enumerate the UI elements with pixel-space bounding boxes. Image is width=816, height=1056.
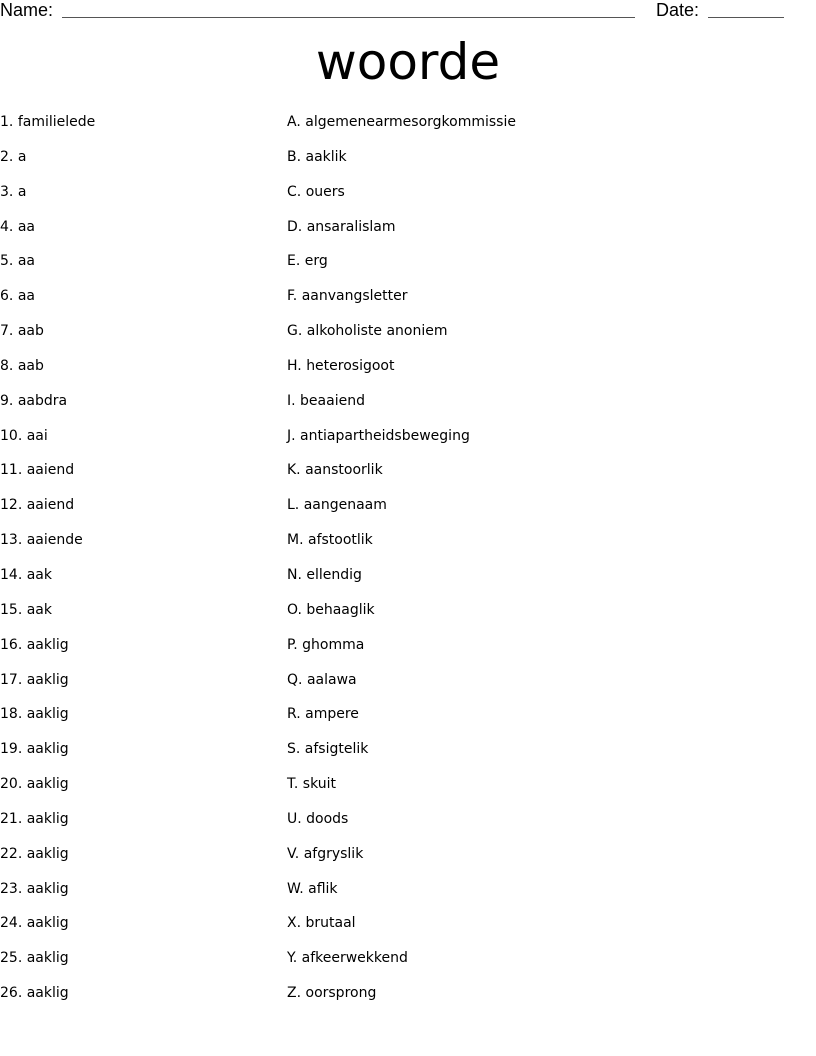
answer-item-word: afkeerwekkend: [301, 950, 408, 967]
answer-item-word: aalawa: [306, 671, 357, 688]
clue-item-word: aaiend: [26, 462, 75, 479]
clue-item-marker: 10.: [0, 427, 23, 444]
clue-item-marker: 22.: [0, 845, 23, 862]
answer-item: [287, 774, 807, 809]
clue-item: [0, 565, 270, 600]
clue-item-marker: 19.: [0, 741, 23, 758]
clue-item-marker: 1.: [0, 114, 14, 130]
clue-item-word: aaklig: [26, 810, 69, 827]
answer-item-word: alkoholiste anoniem: [306, 323, 448, 340]
clue-item-word: aaiend: [26, 497, 75, 514]
clue-item-word: aab: [17, 357, 44, 374]
answer-item-word: heterosigoot: [306, 357, 395, 374]
clue-item-word: aaklig: [26, 985, 69, 1002]
clue-item-word: aaklig: [26, 671, 69, 688]
answer-item-marker: J.: [287, 427, 296, 444]
clue-item: [0, 495, 270, 530]
clue-item-word: aai: [26, 427, 48, 444]
clue-item-word: aaklig: [26, 776, 69, 793]
answer-item: [287, 391, 807, 426]
clue-item: [0, 774, 270, 809]
answer-item: [287, 460, 807, 495]
answer-item-word: beaaiend: [300, 392, 365, 409]
page-title: woorde: [315, 33, 501, 91]
clue-item-marker: 20.: [0, 776, 23, 793]
answer-item: [287, 426, 807, 461]
clue-list: [0, 112, 270, 1018]
name-label: Name:: [0, 0, 54, 20]
clue-item-word: aaklig: [26, 741, 69, 758]
clue-item: [0, 460, 270, 495]
clue-item: [0, 948, 270, 983]
answer-item: [287, 704, 807, 739]
clue-item-word: aaklig: [26, 845, 69, 862]
clue-item: [0, 391, 270, 426]
answer-item-marker: S.: [287, 741, 301, 758]
answer-item-marker: W.: [287, 880, 304, 897]
clue-item-marker: 11.: [0, 462, 23, 479]
clue-item-word: aa: [17, 218, 35, 235]
answer-item-word: ellendig: [306, 566, 362, 583]
name-field-line[interactable]: [62, 17, 635, 18]
clue-item: [0, 182, 270, 217]
answer-item-word: aanvangsletter: [301, 288, 408, 305]
answer-item-marker: O.: [287, 601, 302, 618]
answer-item-marker: Y.: [287, 950, 298, 967]
answer-item: [287, 670, 807, 705]
answer-item-marker: Q.: [287, 671, 303, 688]
answer-list: [287, 112, 807, 1018]
answer-item: [287, 600, 807, 635]
clue-item-marker: 21.: [0, 810, 23, 827]
answer-item-marker: C.: [287, 183, 302, 200]
answer-item: [287, 495, 807, 530]
answer-item-marker: P.: [287, 636, 298, 653]
answer-item: [287, 809, 807, 844]
clue-item: [0, 879, 270, 914]
answer-item-word: afgryslik: [303, 845, 364, 862]
answer-item-word: behaaglik: [306, 601, 375, 618]
clue-item-marker: 17.: [0, 671, 23, 688]
answer-item-word: ghomma: [302, 636, 365, 653]
answer-item-marker: F.: [287, 288, 298, 305]
answer-item: [287, 530, 807, 565]
clue-item: [0, 983, 270, 1018]
clue-item: [0, 844, 270, 879]
answer-item-marker: Z.: [287, 985, 302, 1002]
answer-item-marker: E.: [287, 253, 301, 270]
clue-item: [0, 217, 270, 252]
answer-item: [287, 739, 807, 774]
clue-item-marker: 3.: [0, 183, 14, 200]
clue-item-word: aabdra: [17, 392, 68, 409]
answer-item-word: erg: [304, 253, 328, 270]
clue-item-word: a: [17, 183, 27, 200]
answer-item-marker: V.: [287, 845, 300, 862]
clue-item-word: aaklig: [26, 636, 69, 653]
answer-item: [287, 565, 807, 600]
clue-item: [0, 147, 270, 182]
answer-item: [287, 286, 807, 321]
answer-item-word: ouers: [305, 183, 345, 200]
answer-item-marker: T.: [287, 776, 299, 793]
answer-item: [287, 356, 807, 391]
answer-item-marker: X.: [287, 915, 302, 932]
answer-item-marker: A.: [287, 114, 301, 130]
clue-item-marker: 8.: [0, 357, 14, 374]
answer-item-word: aanstoorlik: [305, 462, 383, 479]
answer-item-marker: H.: [287, 357, 302, 374]
clue-item-marker: 5.: [0, 253, 14, 270]
answer-item-marker: G.: [287, 323, 303, 340]
clue-item-marker: 4.: [0, 218, 14, 235]
answer-item-marker: L.: [287, 497, 300, 514]
clue-item-word: a: [17, 148, 27, 165]
clue-item-word: aaklig: [26, 706, 69, 723]
answer-item: [287, 182, 807, 217]
clue-item: [0, 321, 270, 356]
answer-item-word: aflik: [308, 880, 338, 897]
clue-item-word: aaklig: [26, 915, 69, 932]
clue-item: [0, 809, 270, 844]
clue-item-word: aa: [17, 288, 35, 305]
clue-item-marker: 14.: [0, 566, 23, 583]
clue-item: [0, 739, 270, 774]
answer-item-marker: D.: [287, 218, 303, 235]
clue-item: [0, 670, 270, 705]
header-row: [0, 0, 816, 24]
clue-item-marker: 16.: [0, 636, 23, 653]
answer-item: [287, 635, 807, 670]
answer-item: [287, 879, 807, 914]
answer-item-word: brutaal: [305, 915, 356, 932]
clue-item-word: aak: [26, 601, 52, 618]
answer-item-word: aangenaam: [303, 497, 387, 514]
answer-item-marker: M.: [287, 532, 304, 549]
clue-item-word: aak: [26, 566, 52, 583]
answer-item-word: afsigtelik: [304, 741, 369, 758]
clue-item-word: aaiende: [26, 532, 83, 549]
clue-item-marker: 2.: [0, 148, 14, 165]
clue-item-marker: 13.: [0, 532, 23, 549]
clue-item: [0, 704, 270, 739]
clue-item: [0, 635, 270, 670]
answer-item: [287, 321, 807, 356]
answer-item-marker: U.: [287, 810, 302, 827]
answer-item-marker: R.: [287, 706, 301, 723]
answer-item-word: algemenearmesorgkommissie: [305, 114, 516, 130]
answer-item-marker: I.: [287, 392, 296, 409]
answer-item: [287, 983, 807, 1018]
clue-item-marker: 15.: [0, 601, 23, 618]
answer-item-word: antiapartheidsbeweging: [300, 427, 470, 444]
clue-item-marker: 7.: [0, 323, 14, 340]
answer-item: [287, 147, 807, 182]
answer-item-word: afstootlik: [307, 532, 373, 549]
clue-item-marker: 18.: [0, 706, 23, 723]
clue-item-marker: 26.: [0, 985, 23, 1002]
answer-item: [287, 251, 807, 286]
clue-item-marker: 23.: [0, 880, 23, 897]
clue-item-marker: 12.: [0, 497, 23, 514]
answer-item-marker: K.: [287, 462, 301, 479]
clue-item: [0, 913, 270, 948]
answer-item-word: doods: [306, 810, 349, 827]
answer-item-word: ansaralislam: [306, 218, 396, 235]
clue-item-word: aaklig: [26, 880, 69, 897]
clue-item-word: aa: [17, 253, 35, 270]
answer-item-word: ampere: [305, 706, 359, 723]
answer-item: [287, 913, 807, 948]
answer-item: [287, 217, 807, 252]
answer-item-marker: N.: [287, 566, 302, 583]
clue-item: [0, 530, 270, 565]
clue-item: [0, 600, 270, 635]
clue-item: [0, 426, 270, 461]
clue-item-word: aab: [17, 323, 44, 340]
answer-item: [287, 948, 807, 983]
clue-item-marker: 9.: [0, 392, 14, 409]
clue-item-marker: 25.: [0, 950, 23, 967]
answer-item-word: skuit: [302, 776, 337, 793]
date-label: Date:: [656, 0, 700, 20]
clue-item-word: familielede: [17, 114, 96, 130]
clue-item: [0, 112, 270, 147]
answer-item: [287, 844, 807, 879]
answer-item-word: aaklik: [305, 148, 347, 165]
clue-item-marker: 24.: [0, 915, 23, 932]
answer-item: [287, 112, 807, 147]
answer-item-word: oorsprong: [305, 985, 377, 1002]
clue-item-word: aaklig: [26, 950, 69, 967]
clue-item: [0, 251, 270, 286]
date-field-line[interactable]: [708, 17, 784, 18]
clue-item-marker: 6.: [0, 288, 14, 305]
answer-item-marker: B.: [287, 148, 302, 165]
clue-item: [0, 356, 270, 391]
clue-item: [0, 286, 270, 321]
